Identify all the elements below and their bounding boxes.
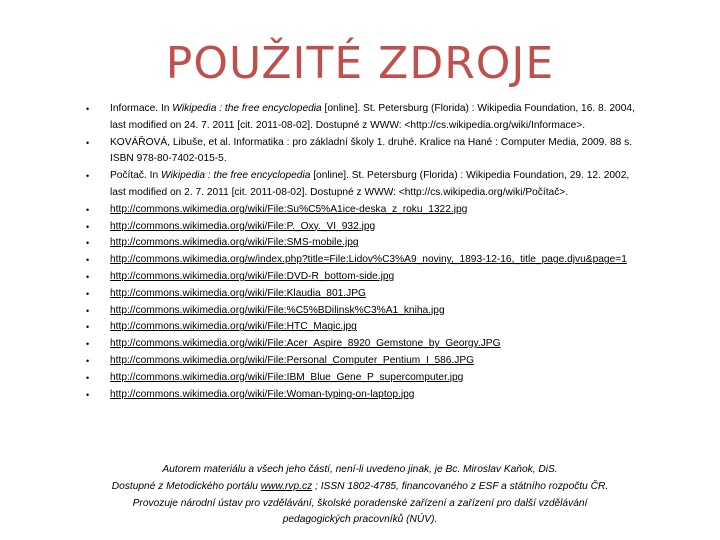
bullet-icon: • [86, 255, 90, 266]
reference-link[interactable]: http://commons.wikimedia.org/wiki/File:IBM_Blue_Gene_P_supercomputer.jpg [110, 371, 464, 383]
list-item [86, 286, 646, 303]
reference-text: [online]. St. Petersburg (Florida) : Wikipedia Foundation, 29. 12. 2002, last modified on 2. 7. 2011 [cit. 2011-08-02]. Dostupné z WWW: <http://cs.wikipedia.org/wiki/Počítač>. [110, 170, 630, 198]
reference-text: Informace. In [110, 103, 173, 114]
reference-link[interactable]: http://commons.wikimedia.org/wiki/File:DVD-R_bottom-side.jpg [110, 270, 395, 282]
reference-link[interactable]: http://commons.wikimedia.org/wiki/File:Woman-typing-on-laptop.jpg [110, 388, 415, 400]
reference-source: Wikipedia : the free encyclopedia [160, 170, 311, 182]
list-item [86, 202, 646, 219]
reference-list [86, 101, 646, 403]
list-item [86, 252, 646, 269]
list-item [86, 219, 646, 236]
bullet-icon: • [86, 238, 90, 249]
bullet-icon: • [86, 372, 90, 383]
footer-author-line: Autorem materiálu a všech jeho částí, není-li uvedeno jinak, je Bc. Miroslav Kaňok, DiS. [162, 464, 558, 475]
portal-link[interactable]: www.rvp.cz [260, 480, 313, 492]
bullet-icon: • [86, 204, 90, 215]
reference-link[interactable]: http://commons.wikimedia.org/wiki/File:Personal_Computer_Pentium_I_586.JPG [110, 354, 475, 366]
bullet-icon: • [86, 271, 90, 282]
bullet-icon: • [86, 221, 90, 232]
footer-operator-line-2: pedagogických pracovníků (NÚV). [282, 514, 438, 526]
bullet-icon: • [86, 389, 90, 400]
author-footer [60, 462, 660, 529]
reference-link[interactable]: http://commons.wikimedia.org/wiki/File:P._Oxy._VI_932.jpg [110, 220, 376, 232]
bullet-icon: • [86, 288, 90, 299]
bullet-icon: • [86, 171, 90, 182]
reference-link[interactable]: http://commons.wikimedia.org/wiki/File:HTC_Magic.jpg [110, 321, 357, 333]
bullet-icon: • [86, 339, 90, 350]
footer-text: ; ISSN 1802-4785, financovaného z ESF a státního rozpočtu ČR. [312, 480, 609, 492]
reference-text: [online]. St. Petersburg (Florida) : Wikipedia Foundation, 16. 8. 2004, last modified on 24. 7. 2011 [cit. 2011-08-02]. Dostupné z WWW: <http://cs.wikipedia.org/wiki/Informace>. [110, 103, 635, 131]
bullet-icon: • [86, 355, 90, 366]
reference-source: Wikipedia : the free encyclopedia [172, 103, 322, 114]
list-item [86, 303, 646, 320]
reference-link[interactable]: http://commons.wikimedia.org/wiki/File:Klaudia_801.JPG [110, 287, 366, 299]
list-item [86, 353, 646, 370]
footer-operator-line: Provozuje národní ústav pro vzdělávání, školské poradenské zařízení a zařízení pro další vzdělávání [132, 497, 588, 509]
bullet-icon: • [86, 104, 90, 114]
page-title: POUŽITÉ ZDROJE [165, 38, 555, 89]
bullet-icon: • [86, 322, 90, 333]
list-item [86, 235, 646, 252]
list-item [86, 370, 646, 387]
list-item [86, 387, 646, 404]
reference-link[interactable]: http://commons.wikimedia.org/w/index.php?title=File:Lidov%C3%A9_noviny,_1893-12-16,_title_page.djvu&page=1 [110, 254, 627, 266]
list-item [86, 336, 646, 353]
reference-link[interactable]: http://commons.wikimedia.org/wiki/File:SMS-mobile.jpg [110, 237, 359, 249]
footer-portal-line [60, 479, 660, 496]
reference-link[interactable]: http://commons.wikimedia.org/wiki/File:Acer_Aspire_8920_Gemstone_by_Georgy.JPG [110, 338, 501, 350]
footer-text: Dostupné z Metodického portálu [111, 480, 261, 492]
reference-text: Počítač. In [110, 170, 161, 182]
list-item [86, 101, 646, 135]
list-item [86, 168, 646, 202]
reference-text: KOVÁŘOVÁ, Libuše, et al. Informatika : pro základní školy 1. druhé. Kralice na Hané : Computer Media, 2009. 88 s. ISBN 978-80-7402-015-5. [110, 136, 633, 165]
bullet-icon: • [86, 137, 90, 148]
bullet-icon: • [86, 305, 90, 316]
list-item [86, 269, 646, 286]
list-item [86, 319, 646, 336]
reference-link[interactable]: http://commons.wikimedia.org/wiki/File:Su%C5%A1ice-deska_z_roku_1322.jpg [110, 203, 468, 215]
reference-link[interactable]: http://commons.wikimedia.org/wiki/File:%C5%BDilinsk%C3%A1_kniha.jpg [110, 304, 445, 316]
list-item [86, 135, 646, 169]
